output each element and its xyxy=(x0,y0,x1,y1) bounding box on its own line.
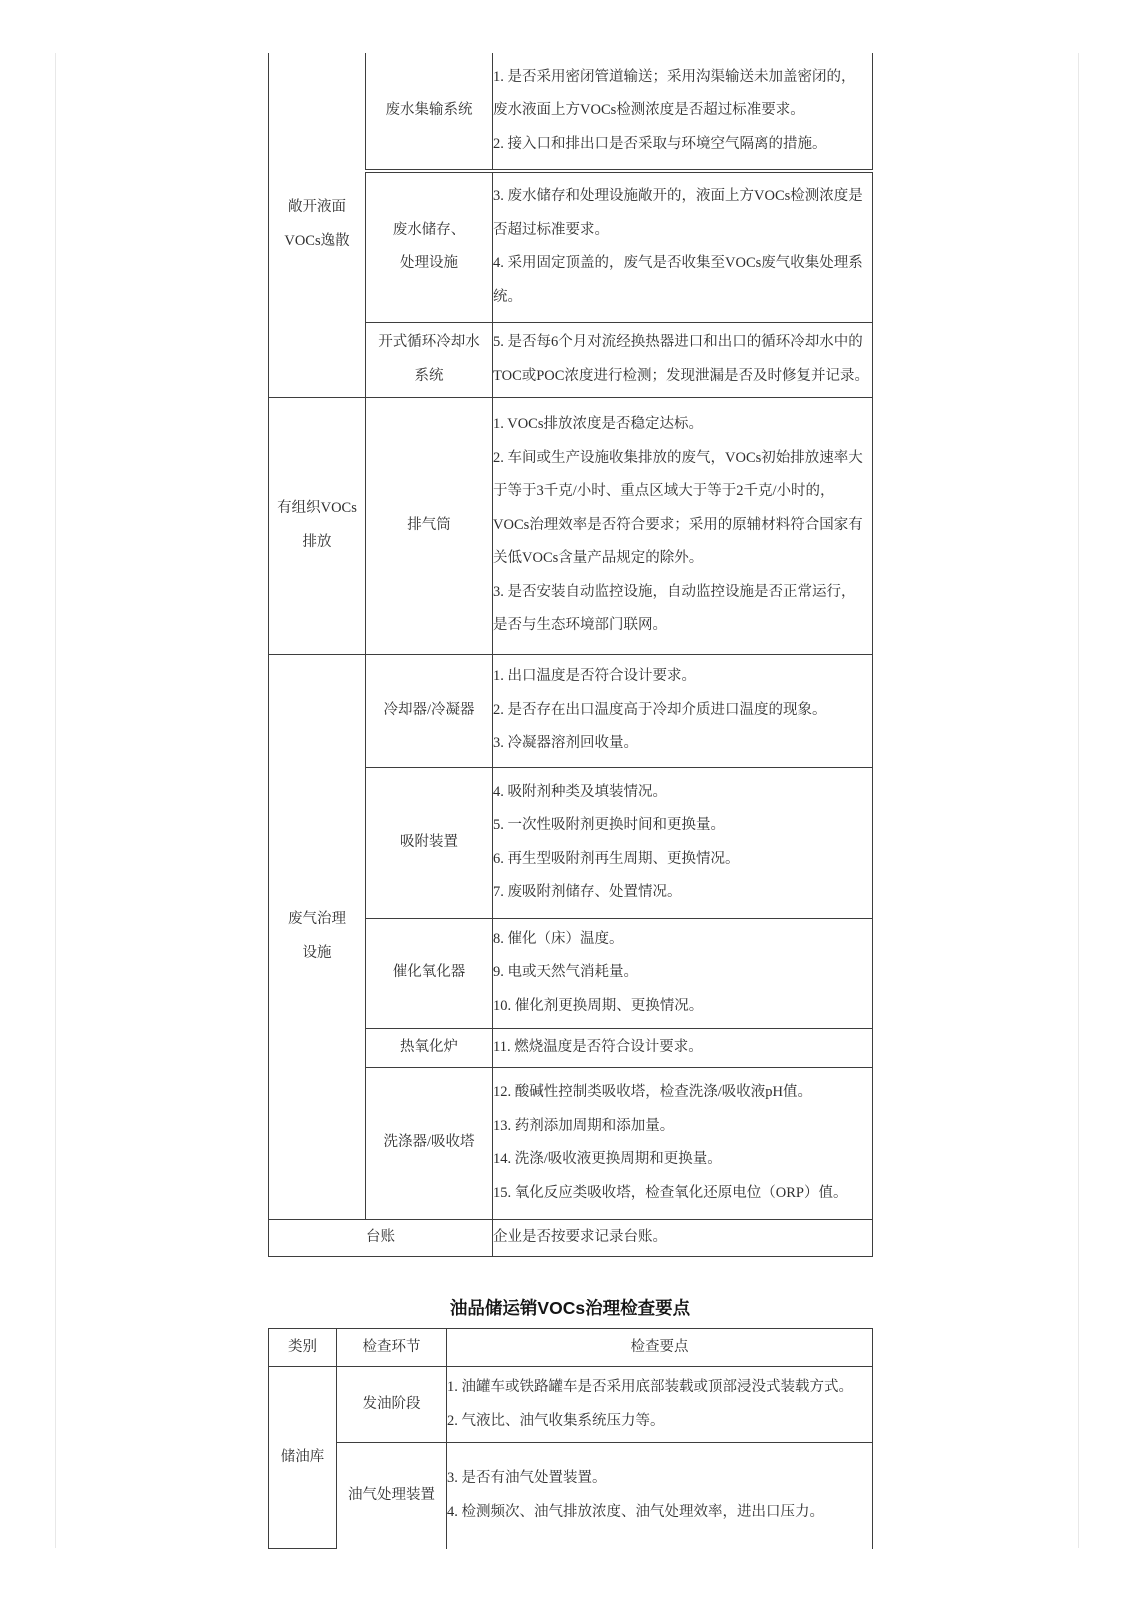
table-row xyxy=(269,1367,873,1443)
check-link-cell xyxy=(366,1067,493,1219)
check-link-label: 发油阶段 xyxy=(362,1395,421,1412)
table-row xyxy=(269,654,873,767)
check-points-cell xyxy=(493,53,873,171)
category-label: 储油库 xyxy=(280,1448,325,1465)
category-cell-organized-vocs-emission xyxy=(269,397,366,654)
table-row-ledger xyxy=(269,1219,873,1256)
table-row xyxy=(269,397,873,654)
check-link-label: 开式循环冷却水 系统 xyxy=(378,334,480,384)
check-points-text: 企业是否按要求记录台账。 xyxy=(493,1228,667,1245)
table-header-row xyxy=(269,1329,873,1367)
check-points-text: 1. 出口温度是否符合设计要求。 2. 是否存在出口温度高于冷却介质进口温度的现象。 3. 冷凝器溶剂回收量。 xyxy=(493,668,827,752)
col-header-label: 类别 xyxy=(288,1338,317,1355)
col-header-category xyxy=(269,1329,337,1367)
check-link-label: 热氧化炉 xyxy=(400,1038,458,1055)
check-points-text: 12. 酸碱性控制类吸收塔，检查洗涤/吸收液pH值。 13. 药剂添加周期和添加量。 14. 洗涤/吸收液更换周期和更换量。 15. 氧化反应类吸收塔，检查氧化还原电位（ORP）值。 xyxy=(493,1084,848,1201)
check-link-cell xyxy=(366,918,493,1028)
check-link-cell xyxy=(366,654,493,767)
col-header-check-link xyxy=(337,1329,447,1367)
check-points-text: 8. 催化（床）温度。 9. 电或天然气消耗量。 10. 催化剂更换周期、更换情况。 xyxy=(493,930,704,1014)
table-row xyxy=(269,1443,873,1549)
category-label: 敞开液面 VOCs逸散 xyxy=(284,199,350,249)
check-link-label: 吸附装置 xyxy=(400,833,458,850)
category-cell-open-liquid-surface xyxy=(269,53,366,397)
ledger-label-cell xyxy=(269,1219,493,1256)
check-points-text: 4. 吸附剂种类及填装情况。 5. 一次性吸附剂更换时间和更换量。 6. 再生型吸附剂再生周期、更换情况。 7. 废吸附剂储存、处置情况。 xyxy=(493,783,740,900)
check-points-cell xyxy=(493,654,873,767)
check-link-label: 废水储存、 处理设施 xyxy=(392,221,466,272)
category-label: 废气治理 设施 xyxy=(288,911,346,961)
check-link-label: 催化氧化器 xyxy=(392,964,466,981)
check-link-cell xyxy=(337,1367,447,1443)
check-link-cell xyxy=(366,1028,493,1067)
oil-vocs-inspection-table-2 xyxy=(268,1328,873,1549)
check-link-cell xyxy=(366,767,493,918)
check-points-cell xyxy=(493,767,873,918)
vocs-inspection-table-1 xyxy=(268,53,873,1257)
check-link-cell xyxy=(366,171,493,322)
check-points-cell xyxy=(493,171,873,322)
check-link-label: 洗涤器/吸收塔 xyxy=(383,1134,475,1151)
check-link-cell xyxy=(337,1443,447,1549)
check-points-cell xyxy=(447,1443,873,1549)
check-points-text: 1. 油罐车或铁路罐车是否采用底部装载或顶部浸没式装载方式。 2. 气液比、油气收集系统压力等。 xyxy=(447,1379,853,1429)
check-points-cell xyxy=(493,322,873,397)
check-points-cell xyxy=(493,1219,873,1256)
check-link-cell xyxy=(366,397,493,654)
check-points-text: 1. VOCs排放浓度是否稳定达标。 2. 车间或生产设施收集排放的废气，VOCs初始排放速率大 于等于3千克/小时、重点区域大于等于2千克/小时的， VOCs治理效率是否符合要求；采用的原辅材料符合国家有 关低VOCs含量产品规定的除外。 3. 是否安装自动监控设施，自动监控设施是否正常运行， 是否与生态环境部门联网。 xyxy=(493,416,863,634)
check-points-text: 11. 燃烧温度是否符合设计要求。 xyxy=(493,1038,703,1055)
check-link-label: 废水集输系统 xyxy=(385,102,473,119)
check-points-cell xyxy=(493,1067,873,1219)
table-row xyxy=(269,53,873,171)
check-points-cell xyxy=(447,1367,873,1443)
check-points-text: 1. 是否采用密闭管道输送；采用沟渠输送未加盖密闭的， 废水液面上方VOCs检测浓度是否超过标准要求。 2. 接入口和排出口是否采取与环境空气隔离的措施。 xyxy=(493,68,856,152)
ledger-label: 台账 xyxy=(366,1228,395,1245)
check-link-label: 油气处理装置 xyxy=(348,1487,435,1503)
check-points-text: 5. 是否每6个月对流经换热器进口和出口的循环冷却水中的 TOC或POC浓度进行检测；发现泄漏是否及时修复并记录。 xyxy=(493,334,869,384)
check-link-cell xyxy=(366,322,493,397)
check-link-label: 冷却器/冷凝器 xyxy=(383,701,475,718)
page-right-edge-line xyxy=(1078,53,1079,1548)
col-header-label: 检查要点 xyxy=(630,1338,689,1355)
col-header-check-points xyxy=(447,1329,873,1367)
col-header-label: 检查环节 xyxy=(362,1338,421,1355)
check-points-text: 3. 是否有油气处置装置。 4. 检测频次、油气排放浓度、油气处理效率，进出口压力。 xyxy=(447,1470,824,1520)
category-cell-oil-depot xyxy=(269,1367,337,1549)
check-points-cell xyxy=(493,918,873,1028)
check-points-cell xyxy=(493,397,873,654)
check-link-cell xyxy=(366,53,493,171)
page-left-edge-line xyxy=(55,53,56,1548)
category-label: 有组织VOCs 排放 xyxy=(277,500,357,550)
category-cell-waste-gas-treatment xyxy=(269,654,366,1219)
check-points-cell xyxy=(493,1028,873,1067)
section-title: 油品储运销VOCs治理检查要点 xyxy=(449,1298,691,1318)
check-link-label: 排气筒 xyxy=(407,516,451,533)
check-points-text: 3. 废水储存和处理设施敞开的，液面上方VOCs检测浓度是 否超过标准要求。 4. 采用固定顶盖的，废气是否收集至VOCs废气收集处理系 统。 xyxy=(493,188,863,305)
